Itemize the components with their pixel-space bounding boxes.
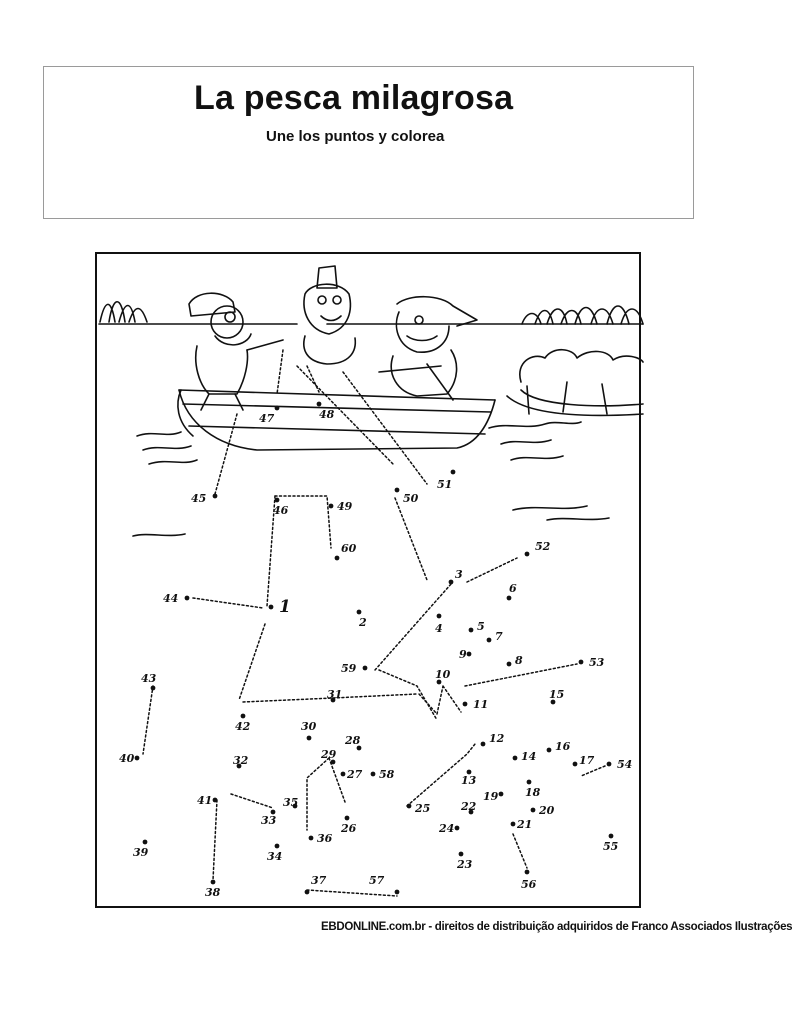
dot-label-1: 1 (279, 597, 291, 617)
dot-label-37: 37 (311, 874, 327, 887)
dot-20 (531, 808, 536, 813)
dot-47 (275, 406, 280, 411)
dot-16 (547, 748, 552, 753)
dot-label-20: 20 (539, 804, 555, 817)
dot-label-16: 16 (555, 740, 571, 753)
dot-label-47: 47 (259, 412, 275, 425)
dot-51 (451, 470, 456, 475)
dot-37 (305, 890, 310, 895)
dots-layer (97, 254, 643, 910)
dot-11 (463, 702, 468, 707)
dot-3 (449, 580, 454, 585)
dot-42 (241, 714, 246, 719)
dot-54 (607, 762, 612, 767)
dot-label-60: 60 (341, 542, 357, 555)
dot-label-5: 5 (477, 620, 485, 633)
dot-label-58: 58 (379, 768, 395, 781)
dot-5 (469, 628, 474, 633)
dot-label-24: 24 (439, 822, 455, 835)
dot-label-27: 27 (347, 768, 363, 781)
dot-label-44: 44 (163, 592, 179, 605)
dot-23 (459, 852, 464, 857)
dot-label-38: 38 (205, 886, 221, 899)
dot-6 (507, 596, 512, 601)
dot-57 (395, 890, 400, 895)
dot-label-41: 41 (197, 794, 213, 807)
dot-36 (309, 836, 314, 841)
dot-label-57: 57 (369, 874, 385, 887)
dot-label-34: 34 (267, 850, 283, 863)
dot-label-4: 4 (435, 622, 443, 635)
dot-label-45: 45 (191, 492, 207, 505)
dot-label-55: 55 (603, 840, 619, 853)
dot-label-15: 15 (549, 688, 565, 701)
dot-label-13: 13 (461, 774, 477, 787)
dot-label-17: 17 (579, 754, 595, 767)
dot-label-12: 12 (489, 732, 505, 745)
dot-label-2: 2 (359, 616, 367, 629)
dot-7 (487, 638, 492, 643)
dot-label-42: 42 (235, 720, 251, 733)
dot-label-23: 23 (457, 858, 473, 871)
page-title: La pesca milagrosa (194, 79, 514, 117)
dot-44 (185, 596, 190, 601)
dot-label-49: 49 (337, 500, 353, 513)
dot-label-59: 59 (341, 662, 357, 675)
dot-46 (275, 498, 280, 503)
dot-24 (455, 826, 460, 831)
dot-59 (363, 666, 368, 671)
dot-label-33: 33 (261, 814, 277, 827)
dot-label-30: 30 (301, 720, 317, 733)
dot-label-51: 51 (437, 478, 453, 491)
dot-27 (341, 772, 346, 777)
dot-label-25: 25 (415, 802, 431, 815)
dot-14 (513, 756, 518, 761)
dot-label-28: 28 (345, 734, 361, 747)
dot-label-48: 48 (319, 408, 335, 421)
dot-label-46: 46 (273, 504, 289, 517)
dot-label-54: 54 (617, 758, 633, 771)
dot-label-10: 10 (435, 668, 451, 681)
dot-30 (307, 736, 312, 741)
dot-label-43: 43 (141, 672, 157, 685)
dot-label-39: 39 (133, 846, 149, 859)
dot-label-31: 31 (327, 688, 343, 701)
dot-label-14: 14 (521, 750, 537, 763)
dot-58 (371, 772, 376, 777)
dot-label-53: 53 (589, 656, 605, 669)
dot-label-7: 7 (495, 630, 503, 643)
credit-line: EBDONLINE.com.br - direitos de distribuição adquiridos de Franco Associados Ilustrações (321, 921, 792, 933)
dot-52 (525, 552, 530, 557)
title-box (43, 66, 694, 219)
dot-label-52: 52 (535, 540, 551, 553)
dot-8 (507, 662, 512, 667)
dot-18 (527, 780, 532, 785)
dot-label-22: 22 (461, 800, 477, 813)
dot-39 (143, 840, 148, 845)
dot-label-40: 40 (119, 752, 135, 765)
dot-label-35: 35 (283, 796, 299, 809)
dot-label-3: 3 (455, 568, 463, 581)
dot-48 (317, 402, 322, 407)
dot-2 (357, 610, 362, 615)
dot-19 (499, 792, 504, 797)
dot-26 (345, 816, 350, 821)
dot-1 (269, 605, 274, 610)
dot-label-8: 8 (515, 654, 523, 667)
dot-label-9: 9 (459, 648, 467, 661)
dot-38 (211, 880, 216, 885)
dot-label-29: 29 (321, 748, 337, 761)
dot-17 (573, 762, 578, 767)
dot-25 (407, 804, 412, 809)
dot-label-21: 21 (517, 818, 533, 831)
dot-label-18: 18 (525, 786, 541, 799)
dot-56 (525, 870, 530, 875)
dot-9 (467, 652, 472, 657)
dot-50 (395, 488, 400, 493)
dot-60 (335, 556, 340, 561)
dot-55 (609, 834, 614, 839)
dot-label-19: 19 (483, 790, 499, 803)
dot-label-26: 26 (341, 822, 357, 835)
dot-label-36: 36 (317, 832, 333, 845)
dot-40 (135, 756, 140, 761)
dot-53 (579, 660, 584, 665)
dot-label-56: 56 (521, 878, 537, 891)
dot-49 (329, 504, 334, 509)
dot-12 (481, 742, 486, 747)
dot-label-6: 6 (509, 582, 517, 595)
dot-label-50: 50 (403, 492, 419, 505)
dot-43 (151, 686, 156, 691)
dot-to-dot-puzzle (95, 252, 641, 908)
dot-34 (275, 844, 280, 849)
dot-label-11: 11 (473, 698, 489, 711)
dot-45 (213, 494, 218, 499)
dot-label-32: 32 (233, 754, 249, 767)
page-subtitle: Une los puntos y colorea (266, 128, 445, 145)
dot-4 (437, 614, 442, 619)
dot-41 (213, 798, 218, 803)
dot-21 (511, 822, 516, 827)
